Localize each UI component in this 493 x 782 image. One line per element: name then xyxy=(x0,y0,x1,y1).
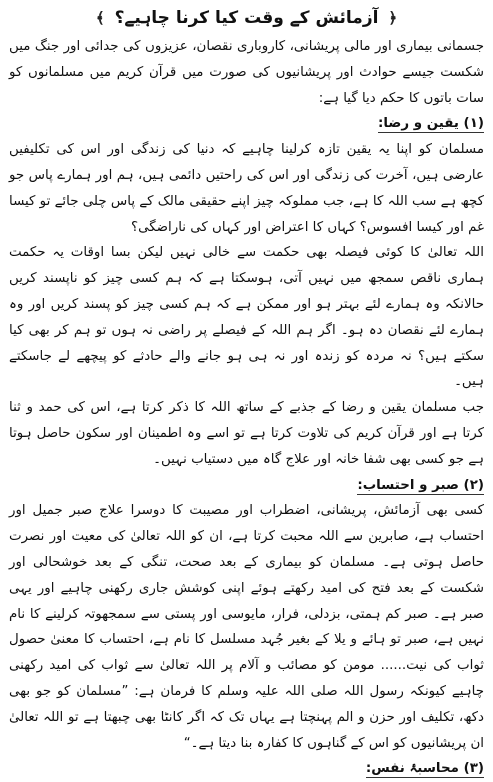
title-ornament-left: ﴾ xyxy=(95,9,105,27)
title-ornament-right: ﴿ xyxy=(388,9,398,27)
section-2-heading xyxy=(9,473,484,499)
section-1-heading xyxy=(9,111,484,137)
title-text: آزمائش کے وقت کیا کرنا چاہیے؟ xyxy=(114,8,379,28)
section-1-paragraph-1: مسلمان کو اپنا یہ یقین تازہ کرلینا چاہیے کہ دنیا کی زندگی اور اس کی تکلیفیں عارضی ہیں، آخرت کی زندگی اور اس کی راحتیں دائمی ہیں، ہم اور ہمارے پاس جو کچھ ہے سب اللہ کا ہے، جب مملوکہ چیز اپنے حقیقی مالک کے پاس چلی جائے تو کیسا غم اور کیسا افسوس؟ کہاں کا اعتراض اور کہاں کی ناراضگی؟ xyxy=(8,142,484,235)
section-1-paragraph-2: اللہ تعالیٰ کا کوئی فیصلہ بھی حکمت سے خالی نہیں لیکن بسا اوقات یہ حکمت ہماری ناقص سمجھ میں نہیں آتی، ہوسکتا ہے کہ ہم کسی چیز کو ناپسند کریں حالانکہ وہ ہمارے لئے بہتر ہو اور ممکن ہے کہ ہم کسی چیز کو پسند کریں اور وہ ہمارے لئے نقصان دہ ہو۔ اگر ہم اللہ کے فیصلے پر راضی نہ ہوں تو ہم کر بھی کیا سکتے ہیں؟ نہ مردہ کو زندہ اور نہ ہی ہو جانے والے حادثے کو پیچھے لے جاسکتے ہیں۔ xyxy=(9,245,484,390)
section-3-heading-text: (۳) محاسبۂ نفس: xyxy=(365,761,484,777)
intro-paragraph: جسمانی بیماری اور مالی پریشانی، کاروباری نقصان، عزیزوں کی جدائی اور جنگ میں شکست جیسے حوادث اور پریشانیوں کی صورت میں قرآن کریم میں مسلمانوں کو سات باتوں کا حکم دیا گیا ہے: xyxy=(9,39,484,106)
section-2-paragraph-1: کسی بھی آزمائش، پریشانی، اضطراب اور مصیبت کا دوسرا علاج صبر جمیل اور احتساب ہے، صابرین سے اللہ محبت کرتا ہے، ان کو اللہ تعالیٰ کی معیت اور نصرت حاصل ہوتی ہے۔ مسلمان کو بیماری کے بعد صحت، تنگی کے بعد خوشحالی اور شکست کے بعد فتح کی امید رکھتے ہوئے اپنی کوشش جاری رکھنی چاہیے اور یہی صبر ہے۔ صبر کم ہمتی، بزدلی، فرار، مایوسی اور پستی سے سمجھوتہ کرلینے کا نام نہیں ہے، صبر تو ہائے و یلا کے بغیر جُہد مسلسل کا نام ہے، احتساب کا معنیٰ حصول ثواب کی نیت...... مومن کو مصائب و آلام پر اللہ تعالیٰ سے ثواب کی امید رکھنی چاہیے کیونکہ رسول اللہ صلی اللہ علیہ وسلم کا فرمان ہے: ”مسلمان کو جو بھی دکھ، تکلیف اور حزن و الم پہنچتا ہے یہاں تک کہ اگر کانٹا بھی چبھتا ہے تو اللہ تعالیٰ ان پریشانیوں کو اس کے گناہوں کا کفارہ بنا دیتا ہے۔“ xyxy=(9,503,484,751)
section-1-paragraph-3: جب مسلمان یقین و رضا کے جذبے کے ساتھ اللہ کا ذکر کرتا ہے، اس کی حمد و ثنا کرتا ہے اور قرآن کریم کی تلاوت کرتا ہے تو اسے وہ اطمینان اور سکون حاصل ہوتا ہے جو کسی بھی شفا خانہ اور علاج گاہ میں دستیاب نہیں۔ xyxy=(9,400,484,467)
page-title xyxy=(9,4,484,34)
section-3-heading xyxy=(9,756,484,782)
section-1-heading-text: (۱) یقین و رضا: xyxy=(378,116,484,132)
section-2-heading-text: (۲) صبر و احتساب: xyxy=(357,477,484,493)
